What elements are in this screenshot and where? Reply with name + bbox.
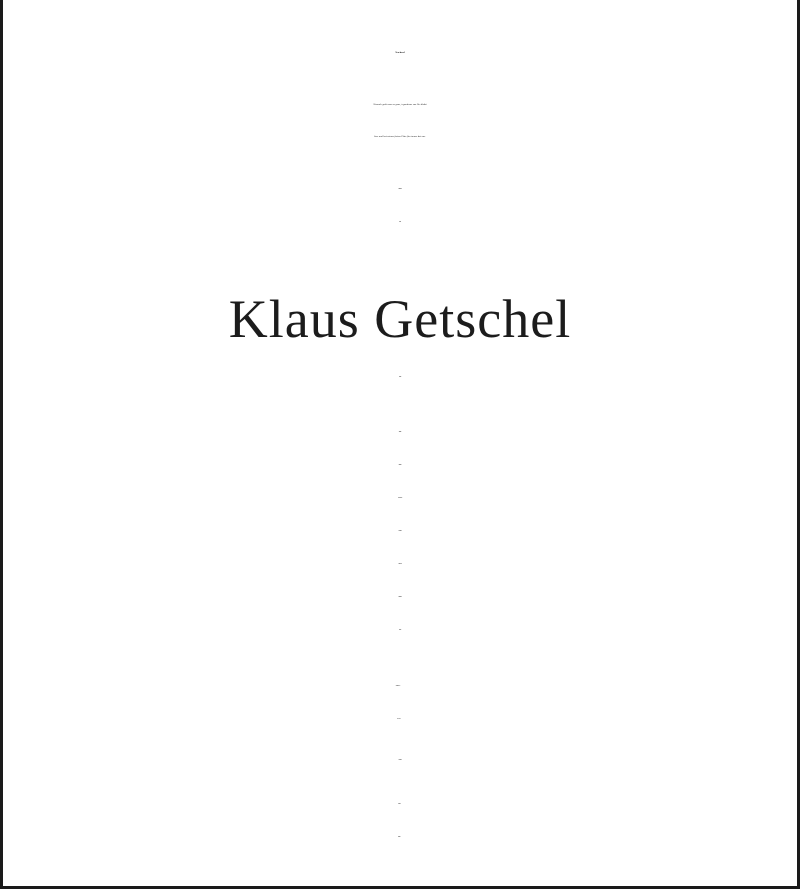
tribute-line-7 xyxy=(3,614,797,647)
intro-line-2 xyxy=(3,206,797,239)
signature-line xyxy=(3,788,797,821)
tribute-line-3 xyxy=(3,482,797,515)
tribute-line-6 xyxy=(3,581,797,614)
tribute-line-2 xyxy=(3,449,797,482)
condolence-line-1 xyxy=(3,670,797,703)
honor-line xyxy=(3,744,797,777)
tribute-line-4 xyxy=(3,515,797,548)
condolence-line-2 xyxy=(3,703,797,736)
tribute-line-5 xyxy=(3,548,797,581)
deceased-name: Klaus Getschel xyxy=(228,289,572,349)
notice-heading: Nachruf xyxy=(395,52,405,54)
quote-line-2: hier und hat seinen festen Platz für immer bei uns. xyxy=(374,136,426,138)
quote-line-1: Niemals geht man so ganz, irgendwas von Dir bleibt xyxy=(373,104,427,106)
tribute-line-1 xyxy=(3,416,797,449)
intro-line-1 xyxy=(3,173,797,206)
signature-location xyxy=(3,821,797,854)
age-line xyxy=(3,361,797,394)
